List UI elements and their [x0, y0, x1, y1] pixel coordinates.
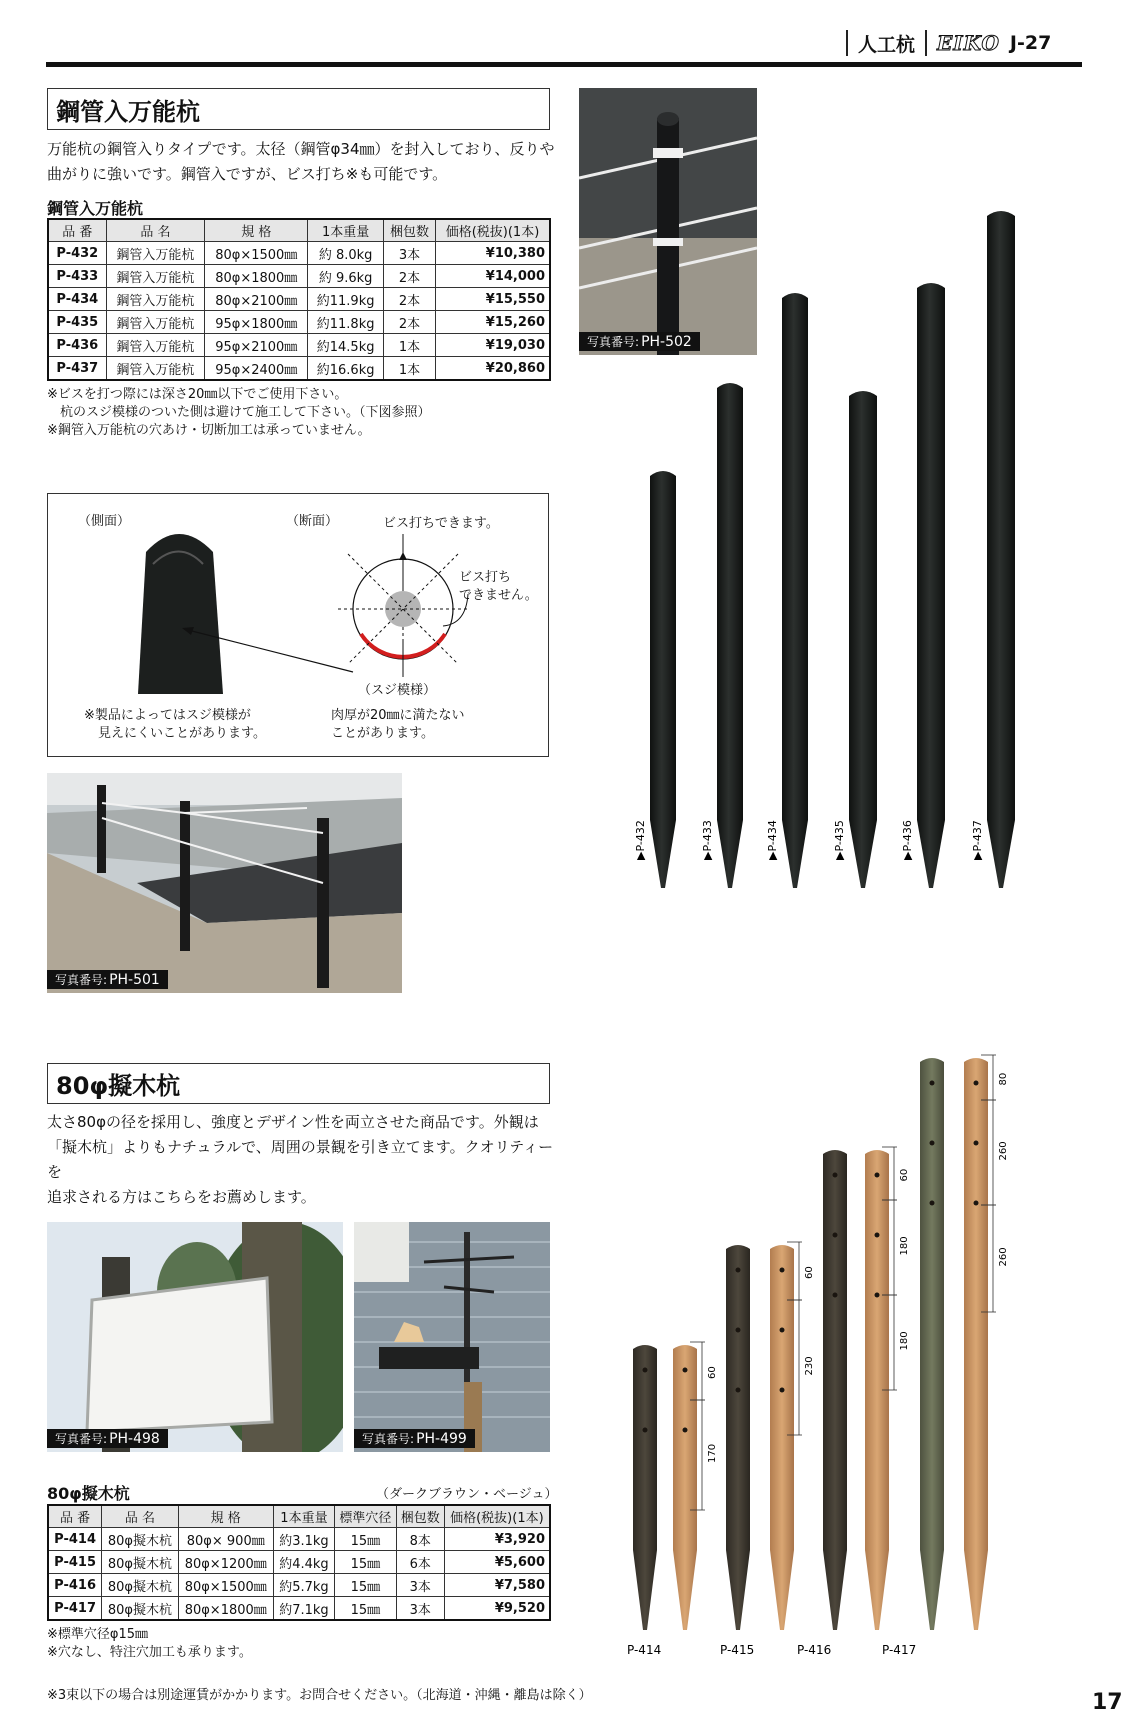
pole-hole [930, 1081, 935, 1086]
photo-caption: 写真番号: PH-502 [579, 332, 700, 351]
col-header: 規 格 [178, 1505, 273, 1528]
col-header: 規 格 [205, 219, 308, 242]
cell-pack: 3本 [396, 1574, 444, 1597]
table-row [48, 242, 550, 265]
cell-spec: 80φ×2100㎜ [205, 288, 308, 311]
can-screw-label: ビス打ちできます。 [383, 516, 499, 531]
col-header: 1本重量 [273, 1505, 334, 1528]
pole-label: ▶P-437 [971, 820, 984, 860]
cell-price: ¥19,030 [436, 334, 550, 357]
cell-weight: 約16.6kg [308, 357, 384, 381]
desc-line: 「擬木杭」よりもナチュラルで、周囲の景観を引き立てます。クオリティーを [47, 1138, 554, 1181]
divider [925, 30, 927, 56]
spec-table-wood [47, 1504, 551, 1621]
cell-name: 鋼管入万能杭 [106, 334, 205, 357]
cell-spec: 95φ×2100㎜ [205, 334, 308, 357]
table-row [48, 1551, 550, 1574]
cell-pack: 1本 [383, 334, 435, 357]
arrow-head [399, 552, 407, 560]
wood-pole-label: P-417 [882, 1643, 917, 1657]
cell-spec: 95φ×1800㎜ [205, 311, 308, 334]
cell-spec: 80φ× 900㎜ [178, 1528, 273, 1551]
cell-code: P-436 [48, 334, 106, 357]
cell-price: ¥15,260 [436, 311, 550, 334]
section-note: 肉厚が20㎜に満たない [331, 708, 465, 723]
photo-caption: 写真番号: PH-498 [47, 1429, 168, 1448]
cell-code: P-437 [48, 357, 106, 381]
cell-spec: 80φ×1200㎜ [178, 1551, 273, 1574]
cell-price: ¥7,580 [444, 1574, 550, 1597]
cell-code: P-417 [48, 1597, 102, 1621]
cell-spec: 80φ×1800㎜ [178, 1597, 273, 1621]
photo-caption: 写真番号: PH-499 [354, 1429, 475, 1448]
cell-price: ¥14,000 [436, 265, 550, 288]
pole-hole [780, 1388, 785, 1393]
photo-number: PH-502 [641, 334, 692, 350]
pole-side-view [138, 534, 223, 694]
brand-logo: EIKO [937, 31, 1000, 55]
cell-pack: 8本 [396, 1528, 444, 1551]
pole-label: ▶P-432 [634, 820, 647, 860]
photo-ph499 [354, 1222, 550, 1452]
pole-hole [875, 1173, 880, 1178]
pole-hole [643, 1368, 648, 1373]
pole-hole [643, 1428, 648, 1433]
cell-code: P-434 [48, 288, 106, 311]
dimension-label: 60 [804, 1266, 815, 1279]
cell-weight: 約11.8kg [308, 311, 384, 334]
cell-pack: 2本 [383, 288, 435, 311]
table-row [48, 311, 550, 334]
cell-price: ¥5,600 [444, 1551, 550, 1574]
cell-spec: 80φ×1800㎜ [205, 265, 308, 288]
dimension-label: 180 [899, 1236, 910, 1256]
pole-hole [736, 1268, 741, 1273]
photo-number: PH-501 [109, 972, 160, 988]
cell-name: 80φ擬木杭 [102, 1528, 178, 1551]
dimension-label: 80 [998, 1072, 1009, 1086]
pole-hole [974, 1141, 979, 1146]
table-row [48, 1597, 550, 1621]
table-row [48, 334, 550, 357]
note: ※ビスを打つ際には深さ20㎜以下でご使用下さい。 [47, 387, 348, 402]
pole-hole [736, 1388, 741, 1393]
notes-wood [47, 1626, 252, 1662]
col-header: 品 番 [48, 1505, 102, 1528]
photo-number: PH-498 [109, 1431, 160, 1447]
cell-name: 80φ擬木杭 [102, 1597, 178, 1621]
cell-code: P-415 [48, 1551, 102, 1574]
screw-diagram [47, 493, 549, 757]
col-header: 梱包数 [383, 219, 435, 242]
pole-hole [833, 1293, 838, 1298]
wood-pole [633, 1345, 657, 1630]
cell-pack: 2本 [383, 265, 435, 288]
wood-pole-label: P-415 [720, 1643, 755, 1657]
section-description-wood [47, 1110, 562, 1210]
cell-pack: 3本 [396, 1597, 444, 1621]
wood-poles-figure [620, 1050, 1040, 1670]
pole-hole [683, 1368, 688, 1373]
col-header: 標準穴径 [335, 1505, 397, 1528]
steel-pole [849, 391, 877, 888]
col-header: 価格(税抜)(1本) [444, 1505, 550, 1528]
cell-hole: 15㎜ [335, 1528, 397, 1551]
dimension-label: 170 [707, 1443, 718, 1463]
cell-code: P-432 [48, 242, 106, 265]
wood-pole [770, 1245, 794, 1630]
wood-pole-label: P-414 [627, 1643, 662, 1657]
section-title-wood: 80φ擬木杭 [47, 1063, 550, 1104]
pole-label: ▶P-434 [766, 820, 779, 860]
cell-code: P-414 [48, 1528, 102, 1551]
cell-weight: 約 8.0kg [308, 242, 384, 265]
caption-prefix: 写真番号 [55, 973, 104, 987]
cannot-screw-label: できません。 [459, 588, 538, 603]
cell-spec: 95φ×2400㎜ [205, 357, 308, 381]
section-title-steel: 鋼管入万能杭 [47, 88, 550, 130]
note: 杭のスジ模様のついた側は避けて施工して下さい。（下図参照） [60, 405, 431, 420]
color-note: （ダークブラウン・ベージュ） [376, 1487, 558, 1502]
pole-hole [930, 1141, 935, 1146]
cell-name: 鋼管入万能杭 [106, 288, 205, 311]
pole-label: ▶P-435 [833, 820, 846, 860]
cell-name: 鋼管入万能杭 [106, 265, 205, 288]
cell-weight: 約3.1kg [273, 1528, 334, 1551]
cell-name: 80φ擬木杭 [102, 1574, 178, 1597]
pole-hole [875, 1233, 880, 1238]
steel-pole [782, 293, 808, 888]
divider [846, 30, 848, 56]
cannot-screw-label: ビス打ち [459, 570, 512, 585]
table-header-row [48, 1505, 550, 1528]
steel-pole [717, 383, 743, 888]
cell-hole: 15㎜ [335, 1551, 397, 1574]
steel-core [385, 591, 421, 627]
cell-name: 80φ擬木杭 [102, 1551, 178, 1574]
wood-pole [726, 1245, 750, 1630]
steel-pole [917, 283, 945, 888]
pole-hole [780, 1328, 785, 1333]
table-caption: 80φ擬木杭 [47, 1484, 130, 1503]
steel-pole [987, 211, 1015, 888]
caption-prefix: 写真番号 [587, 335, 636, 349]
photo-ph498 [47, 1222, 343, 1452]
col-header: 梱包数 [396, 1505, 444, 1528]
cell-hole: 15㎜ [335, 1574, 397, 1597]
dimension-label: 230 [804, 1356, 815, 1376]
dimension-label: 60 [707, 1366, 718, 1379]
cell-code: P-416 [48, 1574, 102, 1597]
pole-hole [780, 1268, 785, 1273]
pole-hole [974, 1201, 979, 1206]
desc-line: 万能杭の鋼管入りタイプです。太径（鋼管φ34㎜）を封入しており、反りや [47, 140, 555, 158]
photo-ph501 [47, 773, 402, 993]
wood-pole-label: P-416 [797, 1643, 832, 1657]
table-row [48, 1574, 550, 1597]
col-header: 1本重量 [308, 219, 384, 242]
pole-hole [833, 1173, 838, 1178]
cell-pack: 2本 [383, 311, 435, 334]
section-view-label: （断面） [286, 514, 339, 529]
cell-name: 鋼管入万能杭 [106, 357, 205, 381]
table-row [48, 1528, 550, 1551]
table-row [48, 357, 550, 381]
col-header: 品 番 [48, 219, 106, 242]
note: ※鋼管入万能杭の穴あけ・切断加工は承っていません。 [47, 423, 371, 438]
cell-price: ¥15,550 [436, 288, 550, 311]
cell-name: 鋼管入万能杭 [106, 311, 205, 334]
table-row [48, 288, 550, 311]
notes-steel [47, 386, 431, 440]
cell-name: 鋼管入万能杭 [106, 242, 205, 265]
side-note: 見えにくいことがあります。 [98, 726, 266, 741]
cell-pack: 3本 [383, 242, 435, 265]
photo-image [354, 1222, 550, 1452]
pole-label: ▶P-436 [901, 820, 914, 860]
table-row [48, 265, 550, 288]
header-rule [46, 62, 1082, 67]
side-view-label: （側面） [78, 514, 131, 529]
pole-hole [974, 1081, 979, 1086]
caption-prefix: 写真番号 [362, 1432, 411, 1446]
page-code: J-27 [1009, 32, 1052, 54]
col-header: 品 名 [106, 219, 205, 242]
category-label: 人工杭 [858, 33, 916, 56]
footer-note: ※3束以下の場合は別途運賃がかかります。お問合せください。（北海道・沖縄・離島は除く） [47, 1688, 592, 1703]
section-note: ことがあります。 [331, 726, 434, 741]
cell-price: ¥20,860 [436, 357, 550, 381]
wood-pole [673, 1345, 697, 1630]
photo-caption: 写真番号: PH-501 [47, 970, 168, 989]
cell-price: ¥3,920 [444, 1528, 550, 1551]
table-caption: 鋼管入万能杭 [47, 199, 144, 218]
photo-number: PH-499 [416, 1431, 467, 1447]
cell-weight: 約 9.6kg [308, 265, 384, 288]
page-number: 17 [1092, 1690, 1123, 1715]
cell-pack: 6本 [396, 1551, 444, 1574]
photo-image [47, 773, 402, 993]
pole-label: ▶P-433 [701, 820, 714, 860]
pole-hole [930, 1201, 935, 1206]
page-header [846, 28, 1051, 58]
steel-pole [650, 471, 676, 888]
dimension-label: 260 [998, 1141, 1009, 1161]
photo-image [47, 1222, 343, 1452]
pole-hole [875, 1293, 880, 1298]
dimension-label: 180 [899, 1331, 910, 1351]
cell-pack: 1本 [383, 357, 435, 381]
spec-table-steel [47, 218, 551, 381]
cell-hole: 15㎜ [335, 1597, 397, 1621]
cell-weight: 約7.1kg [273, 1597, 334, 1621]
section-description-steel [47, 137, 557, 187]
table-header-row [48, 219, 550, 242]
caption-prefix: 写真番号 [55, 1432, 104, 1446]
col-header: 価格(税抜)(1本) [436, 219, 550, 242]
side-note: ※製品によってはスジ模様が [84, 708, 251, 723]
col-header: 品 名 [102, 1505, 178, 1528]
cell-price: ¥10,380 [436, 242, 550, 265]
dimension-label: 60 [899, 1168, 910, 1182]
pole-hole [683, 1428, 688, 1433]
pole-hole [833, 1233, 838, 1238]
note: ※穴なし、特注穴加工も承ります。 [47, 1645, 252, 1660]
dimension-label: 260 [998, 1247, 1009, 1267]
cell-weight: 約4.4kg [273, 1551, 334, 1574]
wood-pole [823, 1150, 847, 1630]
stripe-label: （スジ模様） [358, 683, 437, 698]
cell-spec: 80φ×1500㎜ [178, 1574, 273, 1597]
desc-line: 太さ80φの径を採用し、強度とデザイン性を両立させた商品です。外観は [47, 1113, 539, 1131]
note: ※標準穴径φ15㎜ [47, 1627, 149, 1642]
cell-weight: 約11.9kg [308, 288, 384, 311]
pole-hole [736, 1328, 741, 1333]
cell-price: ¥9,520 [444, 1597, 550, 1621]
desc-line: 曲がりに強いです。鋼管入ですが、ビス打ち※も可能です。 [47, 165, 448, 183]
cell-code: P-433 [48, 265, 106, 288]
cell-weight: 約5.7kg [273, 1574, 334, 1597]
steel-poles-figure [580, 200, 1040, 990]
cell-code: P-435 [48, 311, 106, 334]
cell-spec: 80φ×1500㎜ [205, 242, 308, 265]
desc-line: 追求される方はこちらをお薦めします。 [47, 1188, 316, 1206]
cell-weight: 約14.5kg [308, 334, 384, 357]
